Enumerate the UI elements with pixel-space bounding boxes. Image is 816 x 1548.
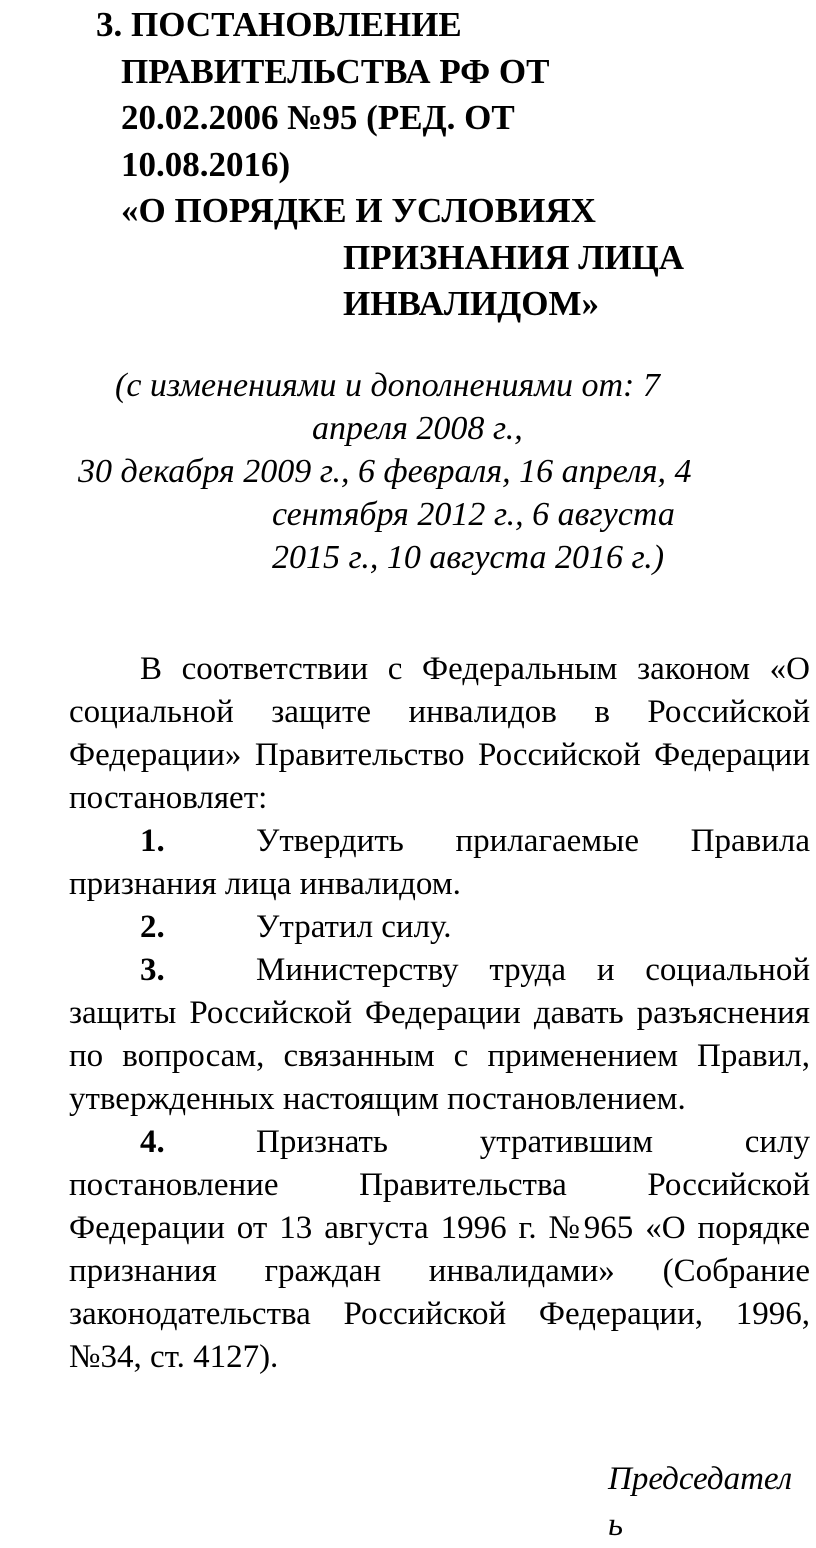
- title-line: 20.02.2006 №95 (РЕД. ОТ: [121, 98, 515, 137]
- intro-paragraph: В соответствии с Федеральным законом «О социальной защите инвалидов в Российской Федерации» Правительство Российской Федерации постановляет:: [69, 651, 810, 816]
- signature-line: ь: [608, 1507, 624, 1543]
- title-line: ПРАВИТЕЛЬСТВА РФ ОТ: [121, 51, 550, 91]
- title-line: 10.08.2016): [121, 144, 291, 184]
- item-number: 3.: [140, 952, 165, 988]
- item-text: Утратил силу.: [256, 909, 452, 945]
- item-number: 1.: [140, 823, 165, 859]
- amendment-line: (с изменениями и дополнениями от: 7: [115, 367, 660, 404]
- title-line: «О ПОРЯДКЕ И УСЛОВИЯХ: [121, 191, 596, 230]
- signature-line: Председател: [608, 1461, 793, 1497]
- title-line: ПРИЗНАНИЯ ЛИЦА: [343, 237, 685, 277]
- document-title: [96, 2, 816, 328]
- title-line: 3. ПОСТАНОВЛЕНИЕ: [96, 5, 462, 44]
- title-line: ИНВАЛИДОМ»: [343, 284, 600, 323]
- list-item: [69, 820, 810, 906]
- signature-block: [608, 1456, 816, 1548]
- amendments-note: [60, 364, 816, 579]
- item-text: Министерству труда и социальной защиты Российской Федерации давать разъяснения по вопросам, связанным с применением Правил, утвержденных настоящим постановлением.: [69, 952, 810, 1117]
- item-text: Утвердить прилагаемые Правила признания лица инвалидом.: [69, 823, 810, 902]
- amendment-line: 2015 г., 10 августа 2016 г.): [272, 539, 665, 576]
- item-number: 2.: [140, 909, 165, 945]
- document-body: [69, 648, 810, 1379]
- list-item: [69, 906, 810, 949]
- amendment-line: сентября 2012 г., 6 августа: [272, 496, 675, 533]
- list-item: [69, 949, 810, 1121]
- amendment-line: 30 декабря 2009 г., 6 февраля, 16 апреля, 4: [78, 453, 692, 490]
- list-item: [69, 1121, 810, 1379]
- item-number: 4.: [140, 1124, 165, 1160]
- amendment-line: апреля 2008 г.,: [312, 410, 523, 447]
- item-text: Признать утратившим силу постановление Правительства Российской Федерации от 13 августа 1996 г. №965 «О порядке признания граждан инвалидами» (Собрание законодательства Российской Федерации, 1996, №34, ст. 4127).: [69, 1124, 810, 1375]
